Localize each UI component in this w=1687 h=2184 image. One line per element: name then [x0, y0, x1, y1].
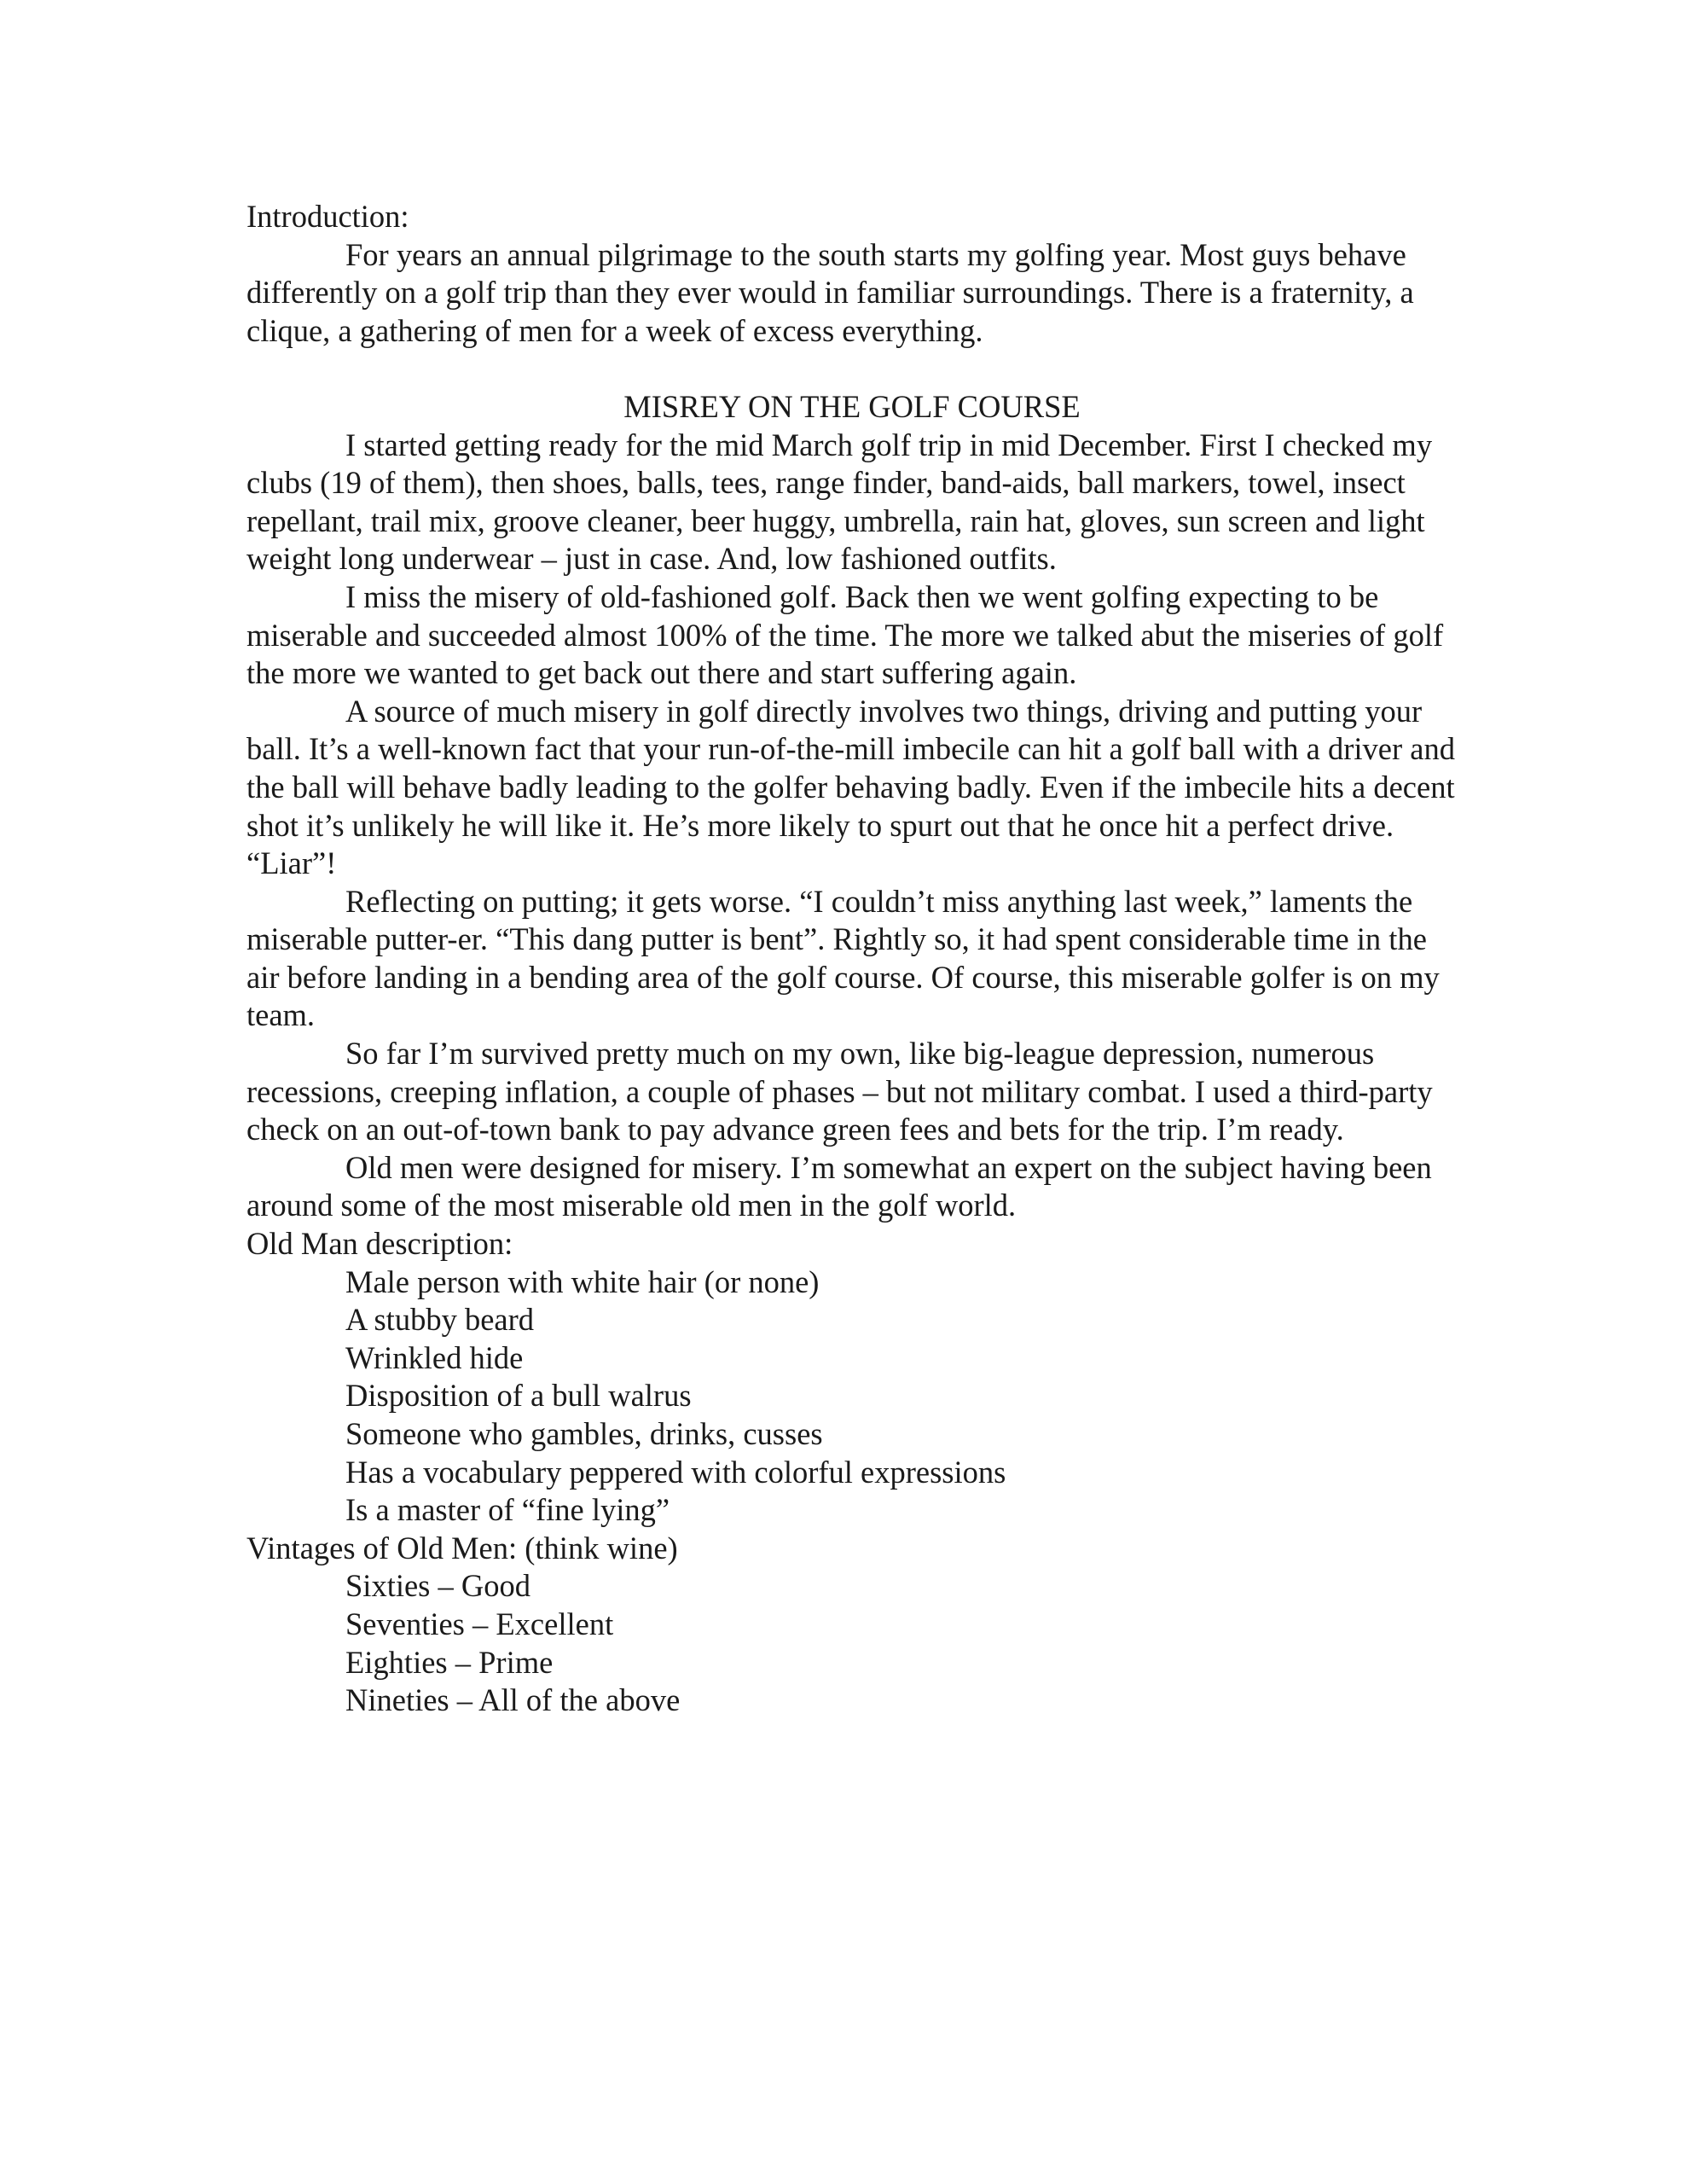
list-item: Male person with white hair (or none) [345, 1263, 820, 1299]
vintages-label: Vintages of Old Men: (think wine) [246, 1530, 678, 1565]
document-body [246, 198, 1458, 1720]
old-man-description-label: Old Man description: [246, 1226, 513, 1262]
body-paragraph-old-fashioned-golf: I miss the misery of old-fashioned golf. Back then we went golfing expecting to be miserable and succeeded almost 100% of the time. The more we talked abut the miseries of golf the more we wanted to get back out there and start suffering again. [246, 578, 1444, 691]
list-item: Someone who gambles, drinks, cusses [345, 1416, 823, 1451]
list-item: Eighties – Prime [345, 1644, 554, 1680]
list-item: Wrinkled hide [345, 1339, 524, 1375]
list-item: A stubby beard [345, 1302, 534, 1338]
intro-paragraph: For years an annual pilgrimage to the south starts my golfing year. Most guys behave differently on a golf trip than they ever would in familiar surroundings. There is a fraternity, a clique, a gathering of men for a week of excess everything. [246, 236, 1414, 348]
body-paragraph-driving: A source of much misery in golf directly involves two things, driving and putting your ball. It’s a well-known fact that your run-of-the-mill imbecile can hit a golf ball with a driver and the ball will behave badly leading to the golfer behaving badly. Even if the imbecile hits a decent shot it’s unlikely he will like it. He’s more likely to spurt out that he once hit a perfect drive. “Liar”! [246, 693, 1455, 881]
list-item: Is a master of “fine lying” [345, 1492, 670, 1528]
body-paragraph-putting: Reflecting on putting; it gets worse. “I couldn’t miss anything last week,” laments the miserable putter-er. “This dang putter is bent”. Rightly so, it had spent considerable time in the air before landing in a bending area of the golf course. Of course, this miserable golfer is on my team. [246, 883, 1440, 1033]
old-man-description-list [246, 1263, 1458, 1530]
list-item: Seventies – Excellent [345, 1606, 614, 1641]
section-gap [246, 350, 1458, 388]
list-item: Has a vocabulary peppered with colorful expressions [345, 1454, 1006, 1490]
body-paragraph-preparation: I started getting ready for the mid March golf trip in mid December. First I checked my clubs (19 of them), then shoes, balls, tees, range finder, band-aids, ball markers, towel, insect repellant, trail mix, groove cleaner, beer huggy, umbrella, rain hat, gloves, sun screen and light weight long underwear – just in case. And, low fashioned outfits. [246, 427, 1433, 577]
list-item: Nineties – All of the above [345, 1682, 681, 1718]
document-title: MISREY ON THE GOLF COURSE [623, 388, 1081, 424]
vintages-list [246, 1567, 1458, 1719]
body-paragraph-old-men: Old men were designed for misery. I’m somewhat an expert on the subject having been around some of the most miserable old men in the golf world. [246, 1149, 1432, 1223]
body-paragraph-survival: So far I’m survived pretty much on my own, like big-league depression, numerous recessions, creeping inflation, a couple of phases – but not military combat. I used a third-party check on an out-of-town bank to pay advance green fees and bets for the trip. I’m ready. [246, 1036, 1433, 1147]
intro-label: Introduction: [246, 199, 409, 234]
list-item: Sixties – Good [345, 1568, 530, 1604]
list-item: Disposition of a bull walrus [345, 1378, 692, 1414]
